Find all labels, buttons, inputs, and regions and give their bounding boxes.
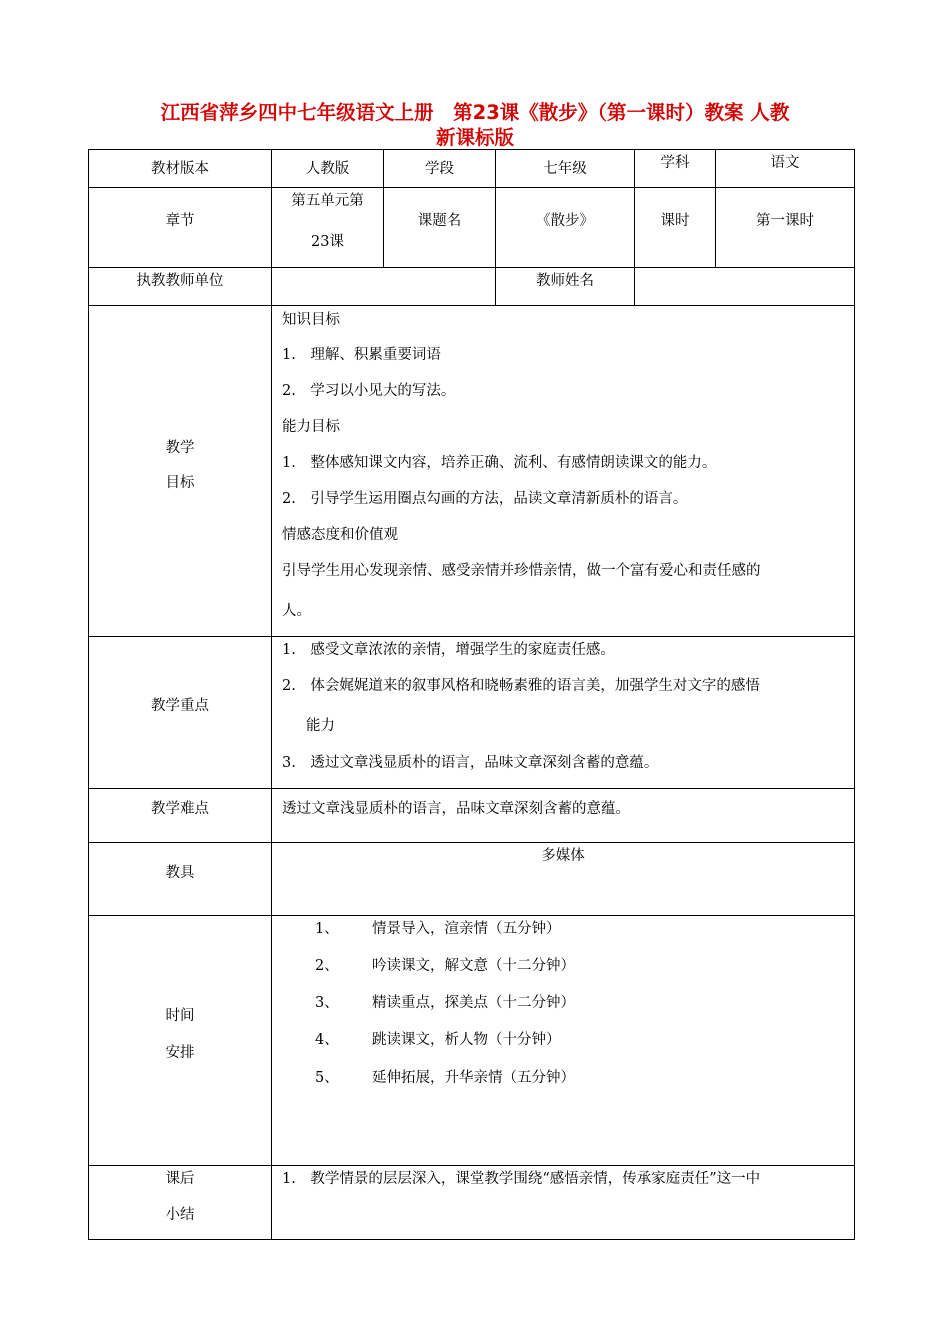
teacher-name-label: 教师姓名 xyxy=(536,273,594,289)
teaching-tools-value: 多媒体 xyxy=(541,848,585,864)
goals-label-line2: 目标 xyxy=(165,475,195,491)
difficulty-label: 教学难点 xyxy=(151,801,209,817)
table-line xyxy=(88,149,89,1240)
chapter-value-line2: 23课 xyxy=(311,234,344,250)
subject-label: 学科 xyxy=(660,155,690,171)
chapter-label: 章节 xyxy=(165,213,195,229)
summary-text: 1. 教学情景的层层深入，课堂教学围绕“感悟亲情，传承家庭责任”这一中 xyxy=(282,1171,761,1187)
schedule-item-text: 延伸拓展，升华亲情（五分钟） xyxy=(372,1070,575,1086)
stage-label: 学段 xyxy=(425,161,454,177)
emotion-heading: 情感态度和价值观 xyxy=(282,527,398,543)
key-point-item: 2. 体会娓娓道来的叙事风格和晓畅素雅的语言美，加强学生对文字的感悟 xyxy=(282,678,760,694)
key-point-item: 3. 透过文章浅显质朴的语言，品味文章深刻含蓄的意蕴。 xyxy=(282,755,659,771)
subject-value: 语文 xyxy=(770,155,800,171)
goals-label-line1: 教学 xyxy=(165,440,195,456)
knowledge-item: 1. 理解、积累重要词语 xyxy=(282,347,441,363)
schedule-item-number: 5、 xyxy=(315,1070,339,1086)
schedule-item-number: 4、 xyxy=(315,1032,339,1048)
difficulty-text: 透过文章浅显质朴的语言，品味文章深刻含蓄的意蕴。 xyxy=(282,801,630,817)
table-line xyxy=(88,267,855,268)
schedule-label-line2: 安排 xyxy=(165,1045,195,1061)
knowledge-heading: 知识目标 xyxy=(282,312,340,328)
table-line xyxy=(88,915,855,916)
lesson-title-value: 《散步》 xyxy=(536,213,594,229)
ability-heading: 能力目标 xyxy=(282,419,340,435)
table-line xyxy=(88,636,855,637)
chapter-value-line1: 第五单元第 xyxy=(291,193,364,209)
table-line xyxy=(88,1239,855,1240)
table-line xyxy=(88,842,855,843)
lesson-title-label: 课题名 xyxy=(417,213,462,229)
document-title-line1: 江西省萍乡四中七年级语文上册 第23课《散步》（第一课时）教案 人教 xyxy=(160,101,790,124)
key-points-label: 教学重点 xyxy=(151,698,209,714)
schedule-item-number: 2、 xyxy=(315,958,339,974)
teaching-tools-label: 教具 xyxy=(165,865,195,881)
table-line xyxy=(88,187,855,188)
emotion-text-line1: 引导学生用心发现亲情、感受亲情并珍惜亲情，做一个富有爱心和责任感的 xyxy=(282,563,761,579)
teaching-unit-label: 执教教师单位 xyxy=(136,273,224,289)
table-line xyxy=(854,149,855,1240)
table-line xyxy=(88,305,855,306)
key-point-item: 1. 感受文章浓浓的亲情，增强学生的家庭责任感。 xyxy=(282,642,615,658)
period-label: 课时 xyxy=(660,213,690,229)
stage-value: 七年级 xyxy=(543,161,587,177)
table-line xyxy=(88,788,855,789)
knowledge-item: 2. 学习以小见大的写法。 xyxy=(282,383,456,399)
summary-label-line2: 小结 xyxy=(165,1207,195,1223)
summary-label-line1: 课后 xyxy=(165,1171,195,1187)
table-line xyxy=(88,1165,855,1166)
schedule-item-number: 3、 xyxy=(315,995,339,1011)
schedule-item-number: 1、 xyxy=(315,921,339,937)
schedule-item-text: 精读重点，探美点（十二分钟） xyxy=(372,995,575,1011)
schedule-item-text: 情景导入，渲亲情（五分钟） xyxy=(372,921,561,937)
textbook-label: 教材版本 xyxy=(151,161,209,177)
schedule-item-text: 跳读课文，析人物（十分钟） xyxy=(372,1032,561,1048)
table-line xyxy=(271,149,272,1240)
textbook-value: 人教版 xyxy=(305,161,350,177)
table-line xyxy=(88,149,855,150)
key-point-item-continuation: 能力 xyxy=(306,718,335,734)
schedule-item-text: 吟读课文，解文意（十二分钟） xyxy=(372,958,575,974)
ability-item: 1. 整体感知课文内容，培养正确、流利、有感情朗读课文的能力。 xyxy=(282,455,717,471)
document-title-line2: 新课标版 xyxy=(435,126,514,149)
emotion-text-line2: 人。 xyxy=(282,603,311,619)
schedule-label-line1: 时间 xyxy=(165,1008,195,1024)
ability-item: 2. 引导学生运用圈点勾画的方法，品读文章清新质朴的语言。 xyxy=(282,491,688,507)
period-value: 第一课时 xyxy=(756,213,814,229)
